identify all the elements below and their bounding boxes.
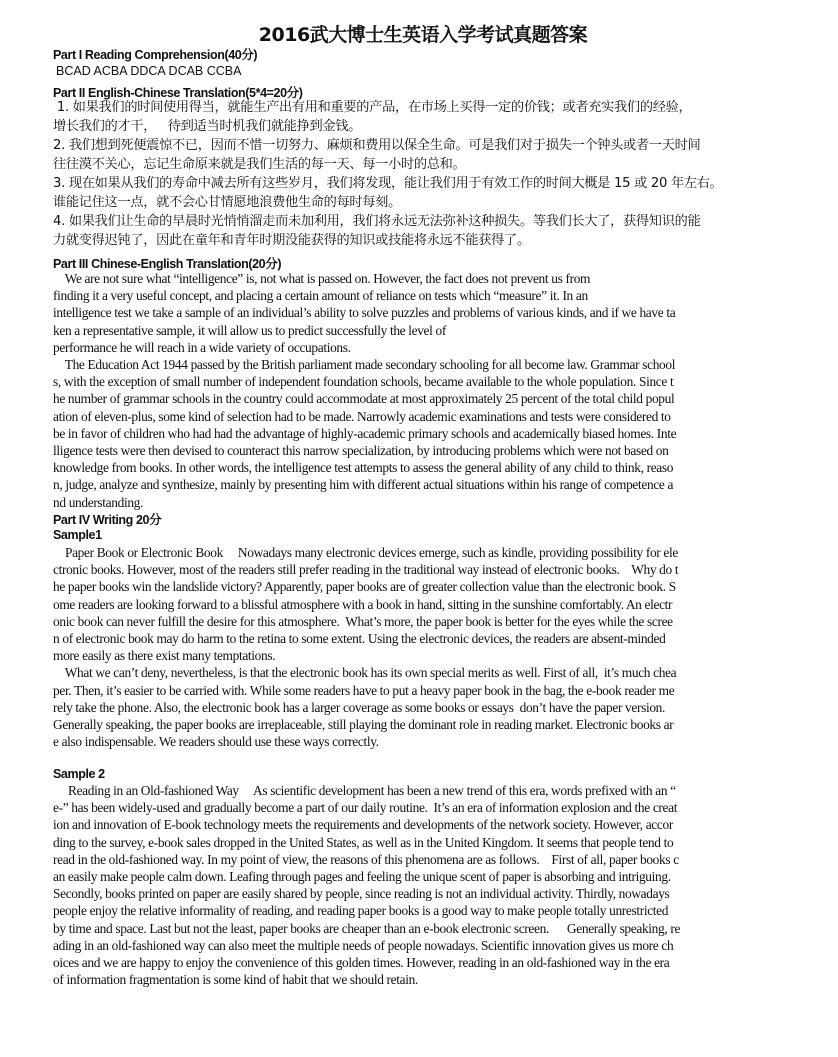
text-line: knowledge from books. In other words, the intelligence test attempts to assess the general ability of any child to think, reaso xyxy=(53,460,674,476)
text-line: We are not sure what “intelligence” is, not what is passed on. However, the fact does not prevent us from xyxy=(53,271,591,286)
text-line: 2. 我们想到死便震惊不已，因而不惜一切努力、麻烦和费用以保全生命。可是我们对于损失一个钟头或者一天时间 xyxy=(53,138,701,153)
text-line: 4. 如果我们让生命的早晨时光悄悄溜走而未加利用，我们将永远无法弥补这种损失。等我们长大了，获得知识的能 xyxy=(53,214,701,229)
text-line: more easily as there exist many temptations. xyxy=(53,648,276,664)
text-line: Reading in an Old-fashioned Way As scientific development has been a new trend of this era, words prefixed with an “ xyxy=(53,783,676,798)
text-line: he number of grammar schools in the country could accommodate at most approximately 25 percent of the total child popul xyxy=(53,391,675,407)
sample1-heading: Sample1 xyxy=(53,528,102,542)
text-line: finding it a very useful concept, and placing a certain amount of reliance on tests which “measure” it. In an xyxy=(53,288,588,304)
part1-answers: BCAD ACBA DDCA DCAB CCBA xyxy=(56,64,242,78)
text-line: s, with the exception of small number of independent foundation schools, became available to the whole population. Since t xyxy=(53,374,674,390)
text-line: The Education Act 1944 passed by the British parliament made secondary schooling for all become law. Grammar school xyxy=(53,357,676,373)
text-line: he paper books win the landslide victory? Apparently, paper books are of greater collection value than the electronic book. S xyxy=(53,579,676,595)
text-line: Secondly, books printed on paper are easily shared by people, since reading is not an individual activity. Thirdly, nowadays xyxy=(53,886,670,902)
text-line: Generally speaking, the paper books are irreplaceable, still playing the dominant role in reading market. Electronic books ar xyxy=(53,717,674,733)
text-line: onic book can never fulfill the desire for this atmosphere. What’s more, the paper book is better for the eyes while the scree xyxy=(53,613,673,629)
text-line: ctronic books. However, most of the readers still prefer reading in the traditional way instead of electronic books. Why do t xyxy=(53,562,679,578)
text-line: nd understanding. xyxy=(53,494,144,510)
part1-heading: Part I Reading Comprehension(40分) xyxy=(53,48,258,62)
sample2-heading: Sample 2 xyxy=(53,767,105,781)
text-line: rely take the phone. Also, the electronic book has a larger coverage as some books or essays don’t have the paper version. xyxy=(53,699,666,715)
text-line: 力就变得迟钝了，因此在童年和青年时期没能获得的知识或技能将永远不能获得了。 xyxy=(53,233,530,248)
text-line: What we can’t deny, nevertheless, is that the electronic book has its own special merits as well. First of all, it’s much chea xyxy=(53,665,677,681)
sample1-text xyxy=(53,544,793,750)
text-line: ading in an old-fashioned way can also meet the multiple needs of people nowadays. Scientific innovation gives us more ch xyxy=(53,937,674,953)
document-title: 2016武大博士生英语入学考试真题答案 xyxy=(258,24,588,46)
part3-heading: Part III Chinese-English Translation(20分) xyxy=(53,257,282,271)
text-line: by time and space. Last but not the least, paper books are cheaper than an e-book electronic screen. Generally speaking, re xyxy=(53,920,681,936)
text-line: e-” has been widely-used and gradually become a part of our daily routine. It’s an era of information explosion and the creat xyxy=(53,800,678,816)
text-line: performance he will reach in a wide variety of occupations. xyxy=(53,339,351,355)
text-line: intelligence test we take a sample of an individual’s ability to solve puzzles and problems of various kinds, and if we have ta xyxy=(53,305,676,321)
text-line: of information fragmentation is some kind of habit that we should retain. xyxy=(53,972,418,988)
text-line: 往往漠不关心，忘记生命原来就是我们生活的每一天、每一小时的总和。 xyxy=(53,157,466,172)
text-line: ion and innovation of E-book technology meets the requirements and developments of the network society. However, accor xyxy=(53,817,673,833)
text-line: 1. 如果我们的时间使用得当，就能生产出有用和重要的产品，在市场上买得一定的价钱；或者充实我们的经验， xyxy=(53,100,692,115)
text-line: per. Then, it’s easier to be carried with. While some readers have to put a heavy paper book in the bag, the e-book reader me xyxy=(53,682,675,698)
text-line: people enjoy the relative informality of reading, and reading paper books is a good way to make people totally unrestricted xyxy=(53,903,669,919)
text-line: read in the old-fashioned way. In my point of view, the reasons of this phenomena are as follows. First of all, paper books c xyxy=(53,851,679,867)
text-line: ation of eleven-plus, some kind of selection had to be made. Narrowly academic examinations and tests were considered to xyxy=(53,408,671,424)
sample2-text xyxy=(53,782,793,988)
part2-heading: Part II English-Chinese Translation(5*4=20分) xyxy=(53,86,303,100)
text-line: 谁能记住这一点，就不会心甘情愿地浪费他生命的每时每刻。 xyxy=(53,195,401,210)
part3-text xyxy=(53,270,793,511)
text-line: be in favor of children who had had the advantage of highly-academic primary schools and academically biased homes. Inte xyxy=(53,425,677,441)
text-line: n, judge, analyze and synthesize, mainly by presenting him with different actual situations within his range of competence a xyxy=(53,477,674,493)
part2-text xyxy=(53,98,793,250)
text-line: ome readers are looking forward to a blissful atmosphere with a book in hand, sitting in the sunshine comfortably. An electr xyxy=(53,596,673,612)
text-line: Paper Book or Electronic Book Nowadays many electronic devices emerge, such as kindle, providing possibility for ele xyxy=(53,545,678,560)
text-line: 3. 现在如果从我们的寿命中减去所有这些岁月，我们将发现，能让我们用于有效工作的时间大概是 15 或 20 年左右。 xyxy=(53,176,723,191)
text-line: 增长我们的才干， 待到适当时机我们就能挣到金钱。 xyxy=(53,119,362,134)
text-line: an easily make people calm down. Leafing through pages and feeling the unique scent of paper is absorbing and intriguing. xyxy=(53,869,671,885)
text-line: lligence tests were then devised to counteract this narrow specialization, by introducing problems which were not based on xyxy=(53,443,669,459)
text-line: ding to the survey, e-book sales dropped in the United States, as well as in the United Kingdom. It seems that people tend to xyxy=(53,834,674,850)
text-line: oices and we are happy to enjoy the convenience of this golden times. However, reading in an old-fashioned way in the era xyxy=(53,955,670,971)
text-line: e also indispensable. We readers should use these ways correctly. xyxy=(53,734,379,750)
part4-heading: Part IV Writing 20分 xyxy=(53,513,162,527)
text-line: ken a representative sample, it will allow us to predict successfully the level of xyxy=(53,322,446,338)
text-line: n of electronic book may do harm to the retina to some extent. Using the electronic devices, the readers are absent-minded xyxy=(53,631,666,647)
